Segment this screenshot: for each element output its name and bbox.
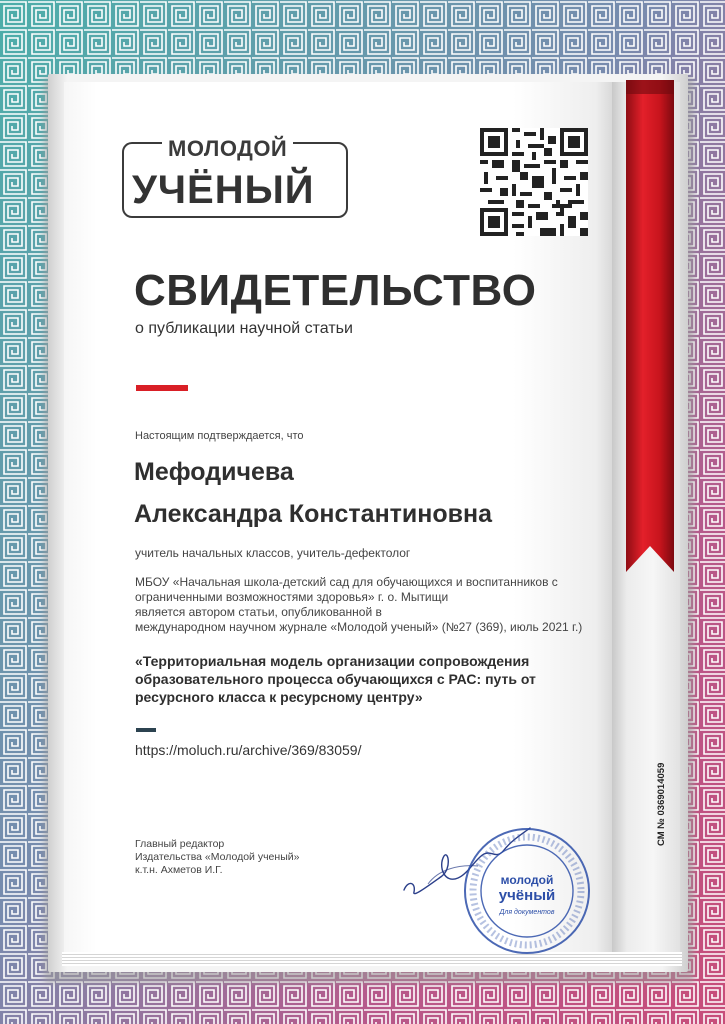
article-url-link[interactable]: https://moluch.ru/archive/369/83059/ <box>135 742 362 758</box>
org-line: МБОУ «Начальная школа-детский сад для обучающихся и воспитанников с <box>135 575 558 589</box>
logo-line1: МОЛОДОЙ <box>162 136 293 162</box>
stamp-line1: молодой <box>500 873 554 887</box>
recipient-given-names: Александра Константиновна <box>134 500 493 528</box>
org-line: международном научном журнале «Молодой ученый» (№27 (369), июль 2021 г.) <box>135 620 583 634</box>
accent-divider <box>136 385 188 391</box>
org-line: является автором статьи, опубликованной в <box>135 605 382 619</box>
logo-line2: УЧЁНЫЙ <box>132 168 315 212</box>
stamp-icon <box>462 826 592 956</box>
editor-block <box>135 838 299 877</box>
editor-line: Издательства «Молодой ученый» <box>135 851 300 863</box>
stamp-line2: учёный <box>498 887 556 904</box>
article-title-line: «Территориальная модель организации сопровождения <box>135 653 530 669</box>
org-line: ограниченными возможностями здоровья» г. о. Мытищи <box>135 590 449 604</box>
editor-line: Главный редактор <box>135 838 225 850</box>
molodoy-uchenyy-logo <box>122 136 354 222</box>
certificate-serial-number: СМ № 0369014059 <box>656 762 667 846</box>
recipient-position: учитель начальных классов, учитель-дефектолог <box>135 546 411 560</box>
confirm-text: Настоящим подтверждается, что <box>135 430 304 442</box>
article-title-line: образовательного процесса обучающихся с РАС: путь от <box>135 671 536 687</box>
article-title <box>135 652 605 706</box>
bookmark-ribbon-icon <box>622 76 678 576</box>
certificate-title: СВИДЕТЕЛЬСТВО <box>134 266 537 315</box>
article-title-line: ресурсного класса к ресурсному центру» <box>135 689 423 705</box>
dash-divider <box>136 728 156 732</box>
organization-text <box>135 575 605 635</box>
recipient-surname: Мефодичева <box>134 458 294 486</box>
editor-line: к.т.н. Ахметов И.Г. <box>135 864 223 876</box>
qr-code-icon <box>480 128 588 236</box>
certificate-subtitle: о публикации научной статьи <box>135 320 353 337</box>
stamp-line3: Для документов <box>499 909 555 916</box>
